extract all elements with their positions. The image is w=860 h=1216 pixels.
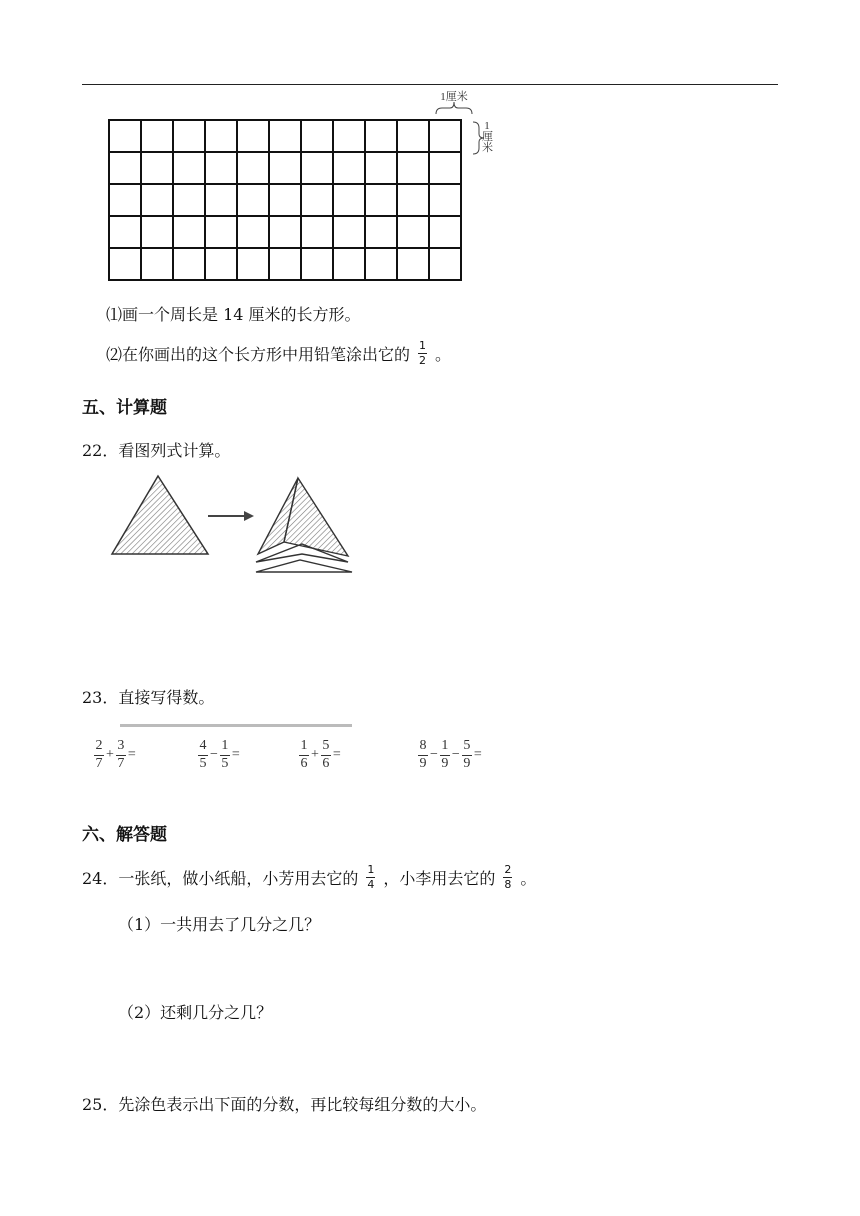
grid-cell (365, 184, 397, 216)
grid-cell (429, 184, 461, 216)
grid-cell (397, 120, 429, 152)
grid-cell (269, 152, 301, 184)
grid-row (109, 248, 461, 280)
fraction: 5 6 (322, 738, 330, 771)
grid-cell (141, 248, 173, 280)
width-label: 1厘米 (440, 91, 468, 103)
section-six-title: 六、解答题 (82, 825, 167, 845)
grid-cell (237, 120, 269, 152)
grid-cell (173, 216, 205, 248)
grid-table (108, 119, 462, 281)
grid-cell (365, 120, 397, 152)
section-five-title: 五、计算题 (82, 398, 167, 418)
grid-cell (301, 152, 333, 184)
grid-cell (205, 184, 237, 216)
fraction: 1 9 (441, 738, 449, 771)
grid-cell (365, 216, 397, 248)
height-label-char: 米 (482, 142, 493, 154)
q24-sub1: （1）一共用去了几分之几？ (118, 915, 321, 934)
width-brace (434, 100, 474, 116)
grid-cell (333, 120, 365, 152)
q24-prompt (82, 864, 536, 890)
grid-cell (205, 216, 237, 248)
arrow-head (244, 511, 254, 521)
grid-row (109, 152, 461, 184)
grid-cell (269, 248, 301, 280)
grid-cell (141, 120, 173, 152)
grid-cell (365, 152, 397, 184)
grid-cell (333, 248, 365, 280)
grid-cell (365, 248, 397, 280)
height-label-char: 1 (484, 120, 490, 132)
grid-cell (301, 184, 333, 216)
q22-prompt: 22．看图列式计算。 (82, 441, 231, 460)
shaded-triangle (112, 476, 208, 554)
grid-cell (205, 152, 237, 184)
equals-sign: = (473, 747, 482, 763)
height-label (482, 121, 492, 154)
grid-cell (109, 248, 141, 280)
grid-cell (141, 152, 173, 184)
fraction-one-quarter (366, 864, 375, 890)
grid-cell (333, 216, 365, 248)
fraction: 2 7 (95, 738, 103, 771)
q24-text-end: 。 (520, 868, 537, 888)
grid-cell (237, 152, 269, 184)
grid-cell (269, 216, 301, 248)
grid-cell (237, 216, 269, 248)
grid-cell (269, 184, 301, 216)
triangle-figure (108, 470, 364, 576)
grid-row (109, 120, 461, 152)
grid-cell (205, 248, 237, 280)
grid-cell (173, 248, 205, 280)
grid-row (109, 184, 461, 216)
fraction-denominator: 8 (504, 877, 512, 891)
grid-cell (237, 184, 269, 216)
fraction-numerator: 2 (504, 863, 512, 876)
grid-cell (141, 184, 173, 216)
grid-cell (237, 248, 269, 280)
fraction: 3 7 (117, 738, 125, 771)
grid-cell (173, 184, 205, 216)
q24-text-start: 24．一张纸，做小纸船，小芳用去它的 (82, 868, 359, 888)
fraction: 1 5 (221, 738, 229, 771)
grid-cell (109, 184, 141, 216)
q21-part1: ⑴画一个周长是 14 厘米的长方形。 (106, 305, 361, 324)
expression-2 (198, 739, 242, 771)
grid-cell (333, 152, 365, 184)
grid-cell (397, 216, 429, 248)
grid-cell (397, 248, 429, 280)
fraction-denominator: 2 (419, 353, 427, 367)
grid-cell (109, 152, 141, 184)
fraction-numerator: 1 (367, 863, 375, 876)
fraction: 4 5 (199, 738, 207, 771)
grid-cell (333, 184, 365, 216)
fraction: 5 9 (463, 738, 471, 771)
grid-cell (173, 120, 205, 152)
grid-cell (109, 120, 141, 152)
grid-cell (173, 152, 205, 184)
operator: + (106, 747, 114, 763)
operator: − (210, 747, 218, 763)
grid-cell (429, 152, 461, 184)
grid-cell (109, 216, 141, 248)
height-label-char: 厘 (482, 131, 493, 143)
q24-sub2: （2）还剩几分之几？ (118, 1003, 273, 1022)
grid-row (109, 216, 461, 248)
q21-part2-end: 。 (435, 344, 452, 364)
grid-cell (429, 248, 461, 280)
operator: − (430, 747, 438, 763)
grid-cell (397, 184, 429, 216)
operator: − (451, 747, 460, 763)
expression-1 (94, 739, 138, 771)
header-rule (82, 84, 778, 85)
grid-cell (429, 216, 461, 248)
operator: + (311, 747, 319, 763)
expression-3 (299, 739, 343, 771)
q25-prompt: 25．先涂色表示出下面的分数，再比较每组分数的大小。 (82, 1095, 487, 1114)
centimeter-grid (108, 119, 462, 281)
grid-cell (397, 152, 429, 184)
q21-part2-text: ⑵在你画出的这个长方形中用铅笔涂出它的 (106, 344, 411, 364)
grid-cell (301, 120, 333, 152)
base-triangle-outline (256, 560, 352, 572)
fraction-numerator: 1 (419, 339, 427, 352)
equals-sign: = (127, 747, 136, 763)
q23-prompt: 23．直接写得数。 (82, 688, 215, 707)
grid-cell (141, 216, 173, 248)
fraction-one-half (418, 340, 427, 366)
grid-cell (301, 248, 333, 280)
q21-part2 (106, 340, 451, 366)
equals-sign: = (332, 747, 341, 763)
grid-cell (301, 216, 333, 248)
grid-cell (429, 120, 461, 152)
grid-cell (205, 120, 237, 152)
grid-cell (269, 120, 301, 152)
equals-sign: = (231, 747, 240, 763)
expression-4 (418, 739, 484, 771)
fraction-denominator: 4 (367, 877, 375, 891)
fraction: 1 6 (300, 738, 308, 771)
fraction-two-eighths (503, 864, 512, 890)
q24-text-middle: ，小李用去它的 (383, 868, 496, 888)
fraction: 8 9 (419, 738, 427, 771)
scan-artifact (120, 724, 352, 727)
